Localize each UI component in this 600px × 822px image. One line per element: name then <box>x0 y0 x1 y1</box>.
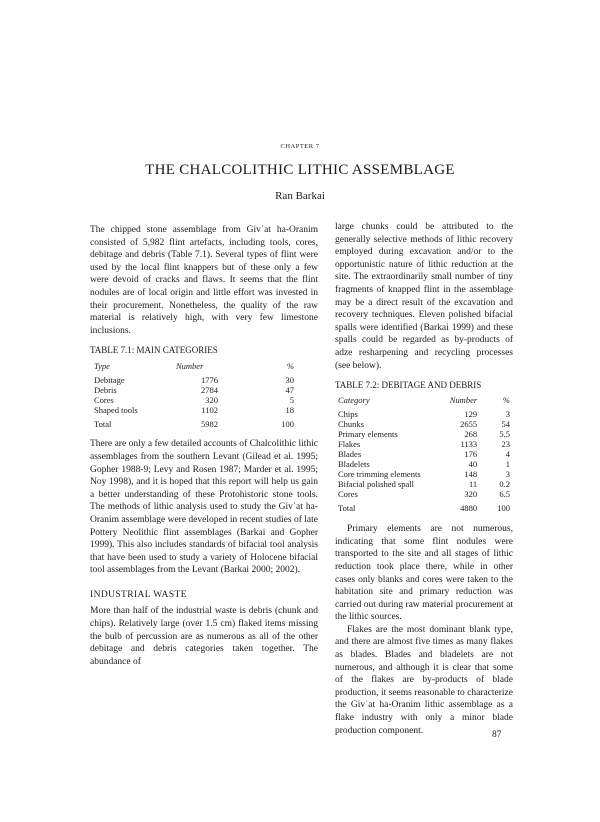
table-row <box>338 449 510 459</box>
table-cell: Bifacial polished spall <box>338 479 415 490</box>
table-cell: 54 <box>501 419 510 430</box>
table-row <box>94 405 294 415</box>
table-cell: 100 <box>281 419 294 430</box>
table-cell: Shaped tools <box>94 405 138 416</box>
table-cell: 3 <box>505 469 510 480</box>
table-row <box>94 385 294 395</box>
table-cell: 5.5 <box>499 429 510 440</box>
table-cell: Chips <box>338 409 358 420</box>
table-cell: Total <box>94 419 112 430</box>
left-column <box>90 224 318 668</box>
table-cell: Debris <box>94 385 117 396</box>
table-cell: 5 <box>289 395 294 406</box>
table-header-row <box>94 361 294 371</box>
right-paragraph-1: large chunks could be attributed to the generally selective methods of lithic recovery employed during excavation and/or to the opportunistic nature of lithic reduction at the site. The extraordinarily small number of tiny fragments of knapped flint in the assemblage may be a direct result of the excavation and recovery techniques. Eleven polished bifacial spalls were identified (Barkai 1999) and these spalls could be regarded as by-products of adze resharpening and recycling processes (see below). <box>335 222 513 371</box>
table-header-cell: Type <box>94 361 110 372</box>
table-cell: 6.5 <box>499 489 510 500</box>
table-cell: Total <box>338 503 356 514</box>
table-7-1-title: TABLE 7.1: MAIN CATEGORIES <box>90 345 218 356</box>
table-7-1 <box>94 361 294 429</box>
table-cell: 0.2 <box>499 479 510 490</box>
table-cell: 47 <box>285 385 294 396</box>
table-row <box>338 459 510 469</box>
right-paragraph-3: Flakes are the most dominant blank type, and there are almost five times as many flakes as blades. Blades and bladelets are not numerous, and although it is clear that some of the flakes are by-products of blade production, it seems reasonable to characterize the Givʿat ha-Oranim lithic assemblage as a flake industry with only a minor blade production component. <box>335 624 513 736</box>
table-row <box>338 469 510 479</box>
left-paragraph-2: There are only a few detailed accounts of Chalcolithic lithic assemblages from the southern Levant (Gilead et al. 1995; Gopher 1988-9; Levy and Rosen 1987; Marder et al. 1995; Noy 1998), and it is hoped that this report will help us gain a better understanding of these Protohistoric stone tools. The methods of lithic analysis used to study the Givʿat ha-Oranim assemblage were developed in recent studies of late Pottery Neolithic flint assemblages (Barkai and Gopher 1999). This also includes standards of bifacial tool analysis that have been used to study a variety of Holocene bifacial tool assemblages from the Levant (Barkai 2000; 2002). <box>90 439 318 576</box>
table-cell: 4880 <box>460 503 478 514</box>
table-7-2-title: TABLE 7.2: DEBITAGE AND DEBRIS <box>335 380 482 391</box>
table-cell: 148 <box>464 469 478 480</box>
chapter-title: THE CHALCOLITHIC LITHIC ASSEMBLAGE <box>145 162 455 178</box>
table-cell: Primary elements <box>338 429 398 440</box>
page-number: 87 <box>492 730 502 740</box>
section-heading: INDUSTRIAL WASTE <box>90 589 187 600</box>
table-cell: Chunks <box>338 419 364 430</box>
table-row <box>338 489 510 499</box>
table-header-row <box>338 395 510 405</box>
table-cell: 4 <box>505 449 510 460</box>
table-total-row <box>338 503 510 513</box>
table-header-cell: Number <box>176 361 204 372</box>
table-cell: 176 <box>464 449 478 460</box>
table-total-row <box>94 419 294 429</box>
table-cell: 1133 <box>460 439 478 450</box>
right-paragraph-2: Primary elements are not numerous, indicating that some flint nodules were transported to the site and all stages of lithic reduction took place there, while in other cases only blanks and cores were taken to the habitation site and primary reduction was carried out during raw material procurement at the lithic sources. <box>335 524 513 623</box>
table-cell: 2784 <box>201 385 218 396</box>
table-row <box>94 395 294 405</box>
chapter-label: CHAPTER 7 <box>280 143 320 150</box>
table-cell: Core trimming elements <box>338 469 421 480</box>
table-header-cell: % <box>502 395 510 406</box>
table-row <box>338 439 510 449</box>
table-cell: 320 <box>205 395 218 406</box>
right-column <box>335 221 513 737</box>
table-cell: 320 <box>464 489 478 500</box>
table-cell: 3 <box>505 409 510 420</box>
table-header-cell: Category <box>338 395 370 406</box>
table-cell: 2655 <box>460 419 478 430</box>
table-header-cell: Number <box>449 395 478 406</box>
table-row <box>338 479 510 489</box>
table-cell: Debitage <box>94 375 125 386</box>
left-paragraph-3: More than half of the industrial waste is debris (chunk and chips). Relatively large (over 1.5 cm) flaked items missing the bulb of percussion are as numerous as all of the other debitage and debris categories taken together. The abundance of <box>90 606 318 667</box>
table-cell: 11 <box>468 479 478 490</box>
table-cell: 40 <box>468 459 478 470</box>
table-header-cell: % <box>286 361 294 372</box>
table-cell: Blades <box>338 449 362 460</box>
table-cell: 18 <box>285 405 294 416</box>
table-row <box>338 419 510 429</box>
table-row <box>338 409 510 419</box>
table-7-2 <box>338 395 510 513</box>
left-paragraph-1: The chipped stone assemblage from Givʿat ha-Oranim consisted of 5,982 flint artefacts, including tools, cores, debitage and debris (Table 7.1). Several types of flint were used by the local flint knappers but of these only a few were devoid of cracks and flaws. It seems that the flint nodules are of local origin and little effort was invested in their procurement. Nonetheless, the quality of the raw material is relatively high, with very few limestone inclusions. <box>90 225 318 336</box>
table-cell: 268 <box>464 429 478 440</box>
table-cell: 100 <box>497 503 510 514</box>
table-cell: 1 <box>505 459 510 470</box>
table-cell: Cores <box>94 395 114 406</box>
table-cell: Bladelets <box>338 459 370 470</box>
table-cell: 1102 <box>201 405 218 416</box>
table-cell: 129 <box>464 409 478 420</box>
author-name: Ran Barkai <box>275 190 325 202</box>
table-cell: Cores <box>338 489 358 500</box>
table-cell: 5982 <box>201 419 218 430</box>
table-cell: 30 <box>285 375 294 386</box>
table-cell: 1776 <box>201 375 218 386</box>
table-cell: 23 <box>501 439 510 450</box>
table-cell: Flakes <box>338 439 361 450</box>
table-row <box>94 375 294 385</box>
table-row <box>338 429 510 439</box>
